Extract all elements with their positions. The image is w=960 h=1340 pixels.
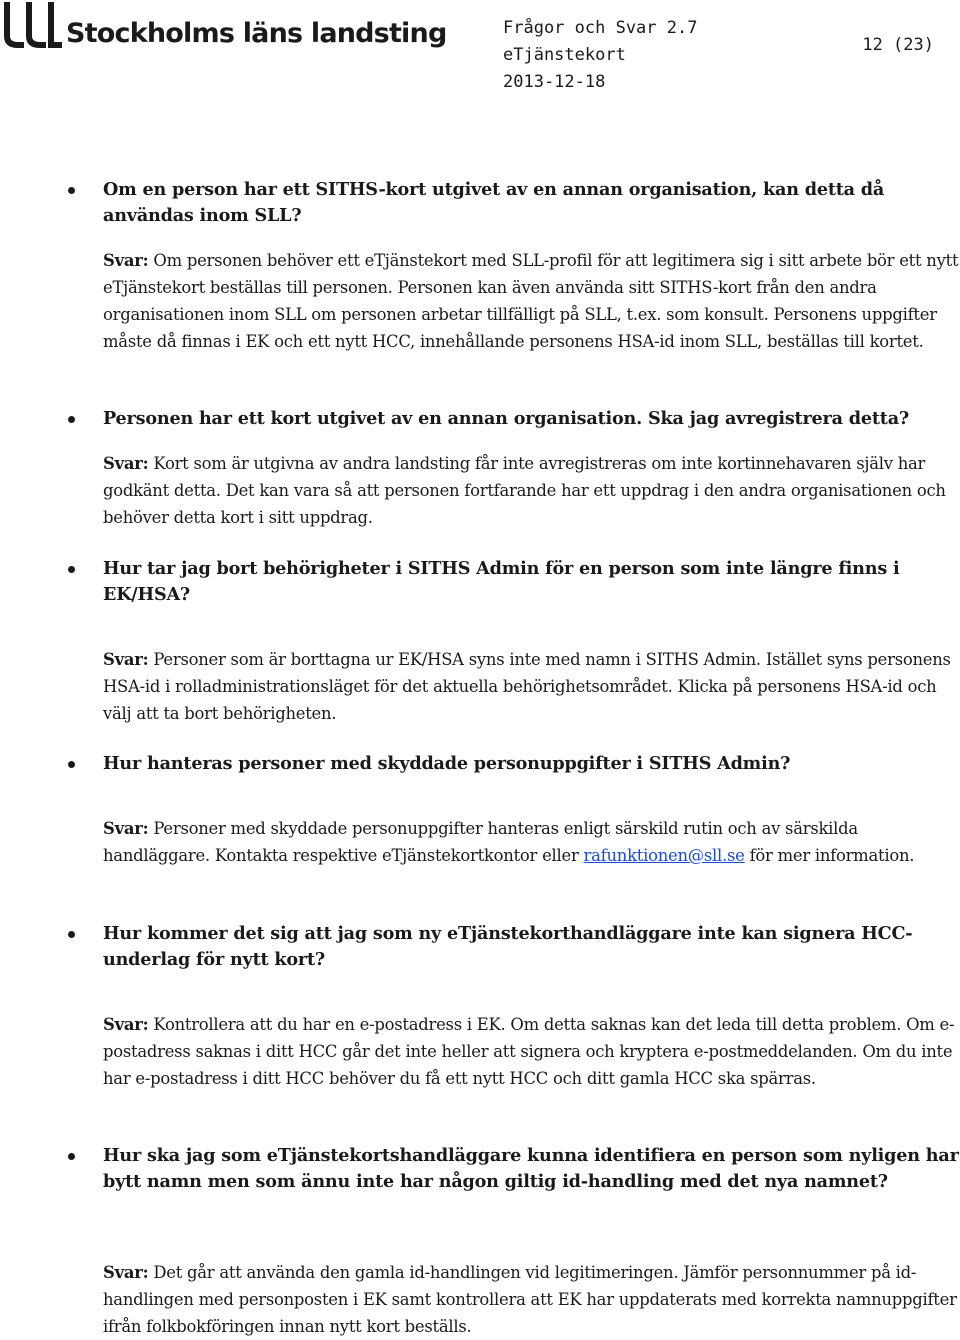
faq-question: Hur ska jag som eTjänstekortshandläggare kunna identifiera en person som nyligen har bytt namn men som ännu inte har någon giltig id-handling med det nya namnet?: [103, 1145, 959, 1192]
answer-text: Personer med skyddade personuppgifter hanteras enligt särskild rutin och av särskilda handläggare. Kontakta respektive eTjänstekortkontor eller: [103, 819, 858, 865]
faq-answer: [103, 646, 960, 727]
answer-text: Om personen behöver ett eTjänstekort med SLL-profil för att legitimera sig i sitt arbete bör ett nytt eTjänstekort beställas till personen. Personen kan även använda sitt SITHS-kort från den andra organisationen inom SLL om personen arbetar tillfälligt på SLL, t.ex. som konsult. Personens uppgifter måste då finnas i EK och ett nytt HCC, innehållande personens HSA-id inom SLL, beställas till kortet.: [103, 251, 959, 351]
org-name: Stockholms läns landsting: [66, 18, 447, 49]
answer-label: Svar:: [103, 251, 149, 270]
bullet-icon: [68, 187, 75, 194]
answer-label: Svar:: [103, 454, 149, 473]
document-date: 2013-12-18: [503, 72, 606, 92]
faq-question: Hur tar jag bort behörigheter i SITHS Admin för en person som inte längre finns i EK/HSA?: [103, 558, 900, 605]
email-link[interactable]: rafunktionen@sll.se: [583, 846, 745, 865]
bullet-icon: [68, 761, 75, 768]
page-header: [0, 0, 960, 90]
answer-text: Det går att använda den gamla id-handlingen vid legitimeringen. Jämför personnummer på id-handlingen med personposten i EK samt kontrollera att EK har uppdaterats med korrekta namnuppgifter ifrån folkbokföringen innan nytt kort beställs.: [103, 1263, 957, 1336]
answer-text: Personer som är borttagna ur EK/HSA syns inte med namn i SITHS Admin. Istället syns personens HSA-id i rolladministrationsläget för det aktuella behörighetsområdet. Klicka på personens HSA-id och välj att ta bort behörigheten.: [103, 650, 951, 723]
faq-answer: [103, 1011, 960, 1092]
bullet-icon: [68, 931, 75, 938]
answer-label: Svar:: [103, 819, 149, 838]
answer-label: Svar:: [103, 1263, 149, 1282]
faq-question: Om en person har ett SITHS-kort utgivet av en annan organisation, kan detta då användas inom SLL?: [103, 179, 885, 226]
bullet-icon: [68, 416, 75, 423]
document-title: Frågor och Svar 2.7: [503, 18, 698, 38]
bullet-icon: [68, 566, 75, 573]
answer-label: Svar:: [103, 1015, 149, 1034]
faq-answer: [103, 247, 960, 355]
document-meta: [503, 15, 697, 96]
answer-label: Svar:: [103, 650, 149, 669]
answer-text: Kort som är utgivna av andra landsting får inte avregistreras om inte kortinnehavaren själv har godkänt detta. Det kan vara så att personen fortfarande har ett uppdrag i den andra organisationen och behöver detta kort i sitt uppdrag.: [103, 454, 946, 527]
bullet-icon: [68, 1153, 75, 1160]
faq-question: Personen har ett kort utgivet av en annan organisation. Ska jag avregistrera detta?: [103, 408, 910, 429]
faq-answer: [103, 1259, 960, 1340]
faq-question: Hur kommer det sig att jag som ny eTjänstekorthandläggare inte kan signera HCC-underlag för nytt kort?: [103, 923, 913, 970]
document-subtitle: eTjänstekort: [503, 45, 626, 65]
answer-text: för mer information.: [749, 846, 915, 865]
faq-question: Hur hanteras personer med skyddade personuppgifter i SITHS Admin?: [103, 753, 791, 774]
page-number: 12 (23): [862, 35, 934, 55]
faq-answer: [103, 815, 960, 869]
answer-text: Kontrollera att du har en e-postadress i EK. Om detta saknas kan det leda till detta problem. Om e-postadress saknas i ditt HCC går det inte heller att signera och kryptera e-postmeddelanden. Om du inte har e-postadress i ditt HCC behöver du få ett nytt HCC och ditt gamla HCC ska spärras.: [103, 1015, 955, 1088]
sll-logo-icon: [2, 2, 62, 50]
faq-answer: [103, 450, 960, 531]
